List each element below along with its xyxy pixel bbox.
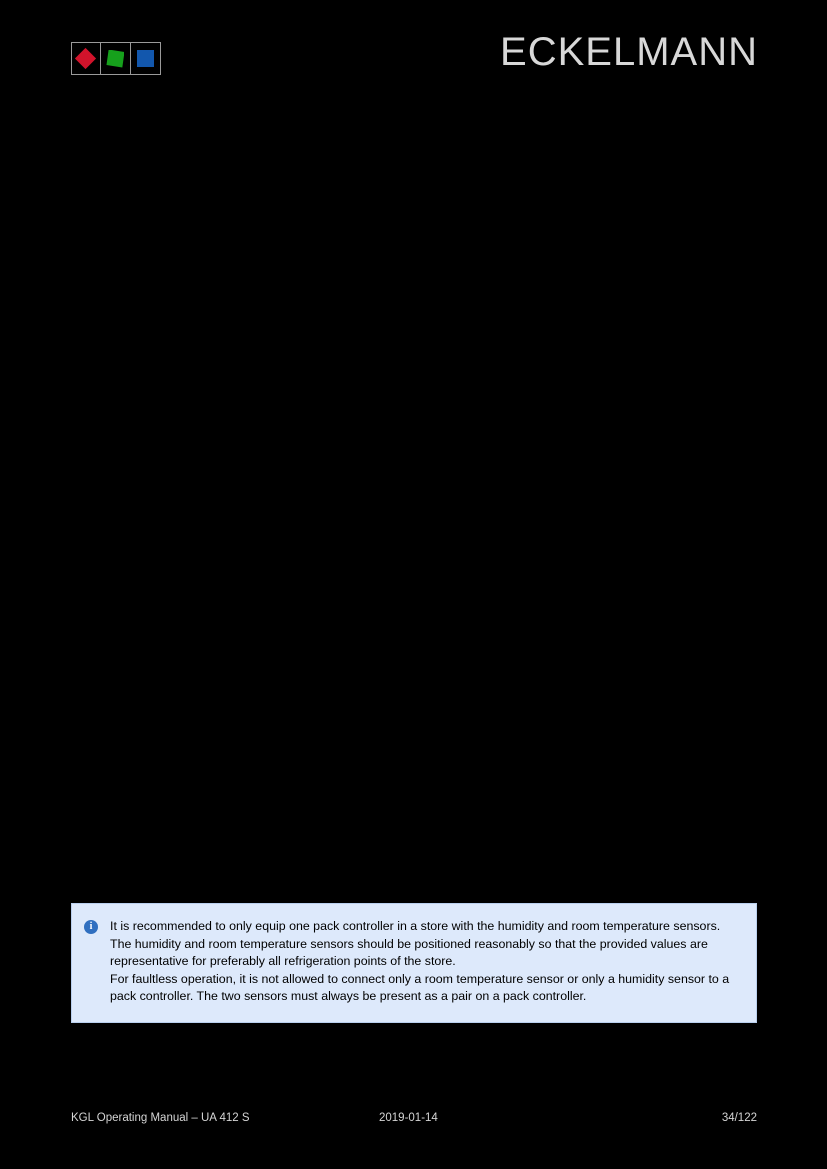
square-blue-icon — [137, 50, 154, 67]
footer-date: 2019-01-14 — [379, 1112, 438, 1124]
diamond-red-icon — [75, 47, 96, 68]
page-footer — [71, 1108, 757, 1132]
logo-cell-2 — [101, 43, 130, 74]
pentagon-green-icon — [106, 50, 124, 68]
brand-wordmark: ECKELMANN — [500, 30, 758, 74]
info-icon: i — [84, 920, 98, 934]
page-content-area — [71, 110, 757, 900]
logo-cell-3 — [131, 43, 160, 74]
company-logo — [71, 42, 161, 75]
info-note-paragraph-1: It is recommended to only equip one pack controller in a store with the humidity and room temperature sensors. The humidity and room temperature sensors should be positioned reasonably so that the provided values are representative for preferably all refrigeration points of the store. — [110, 919, 721, 968]
info-note-text — [110, 918, 742, 1006]
footer-document-title: KGL Operating Manual – UA 412 S — [71, 1112, 250, 1124]
info-note-box — [71, 903, 757, 1023]
footer-page-number: 34/122 — [721, 1112, 757, 1124]
page-header — [0, 0, 827, 110]
logo-cell-1 — [72, 43, 101, 74]
info-note-paragraph-2: For faultless operation, it is not allowed to connect only a room temperature sensor or only a humidity sensor to a pack controller. The two sensors must always be present as a pair on a pack controller. — [110, 971, 730, 1003]
